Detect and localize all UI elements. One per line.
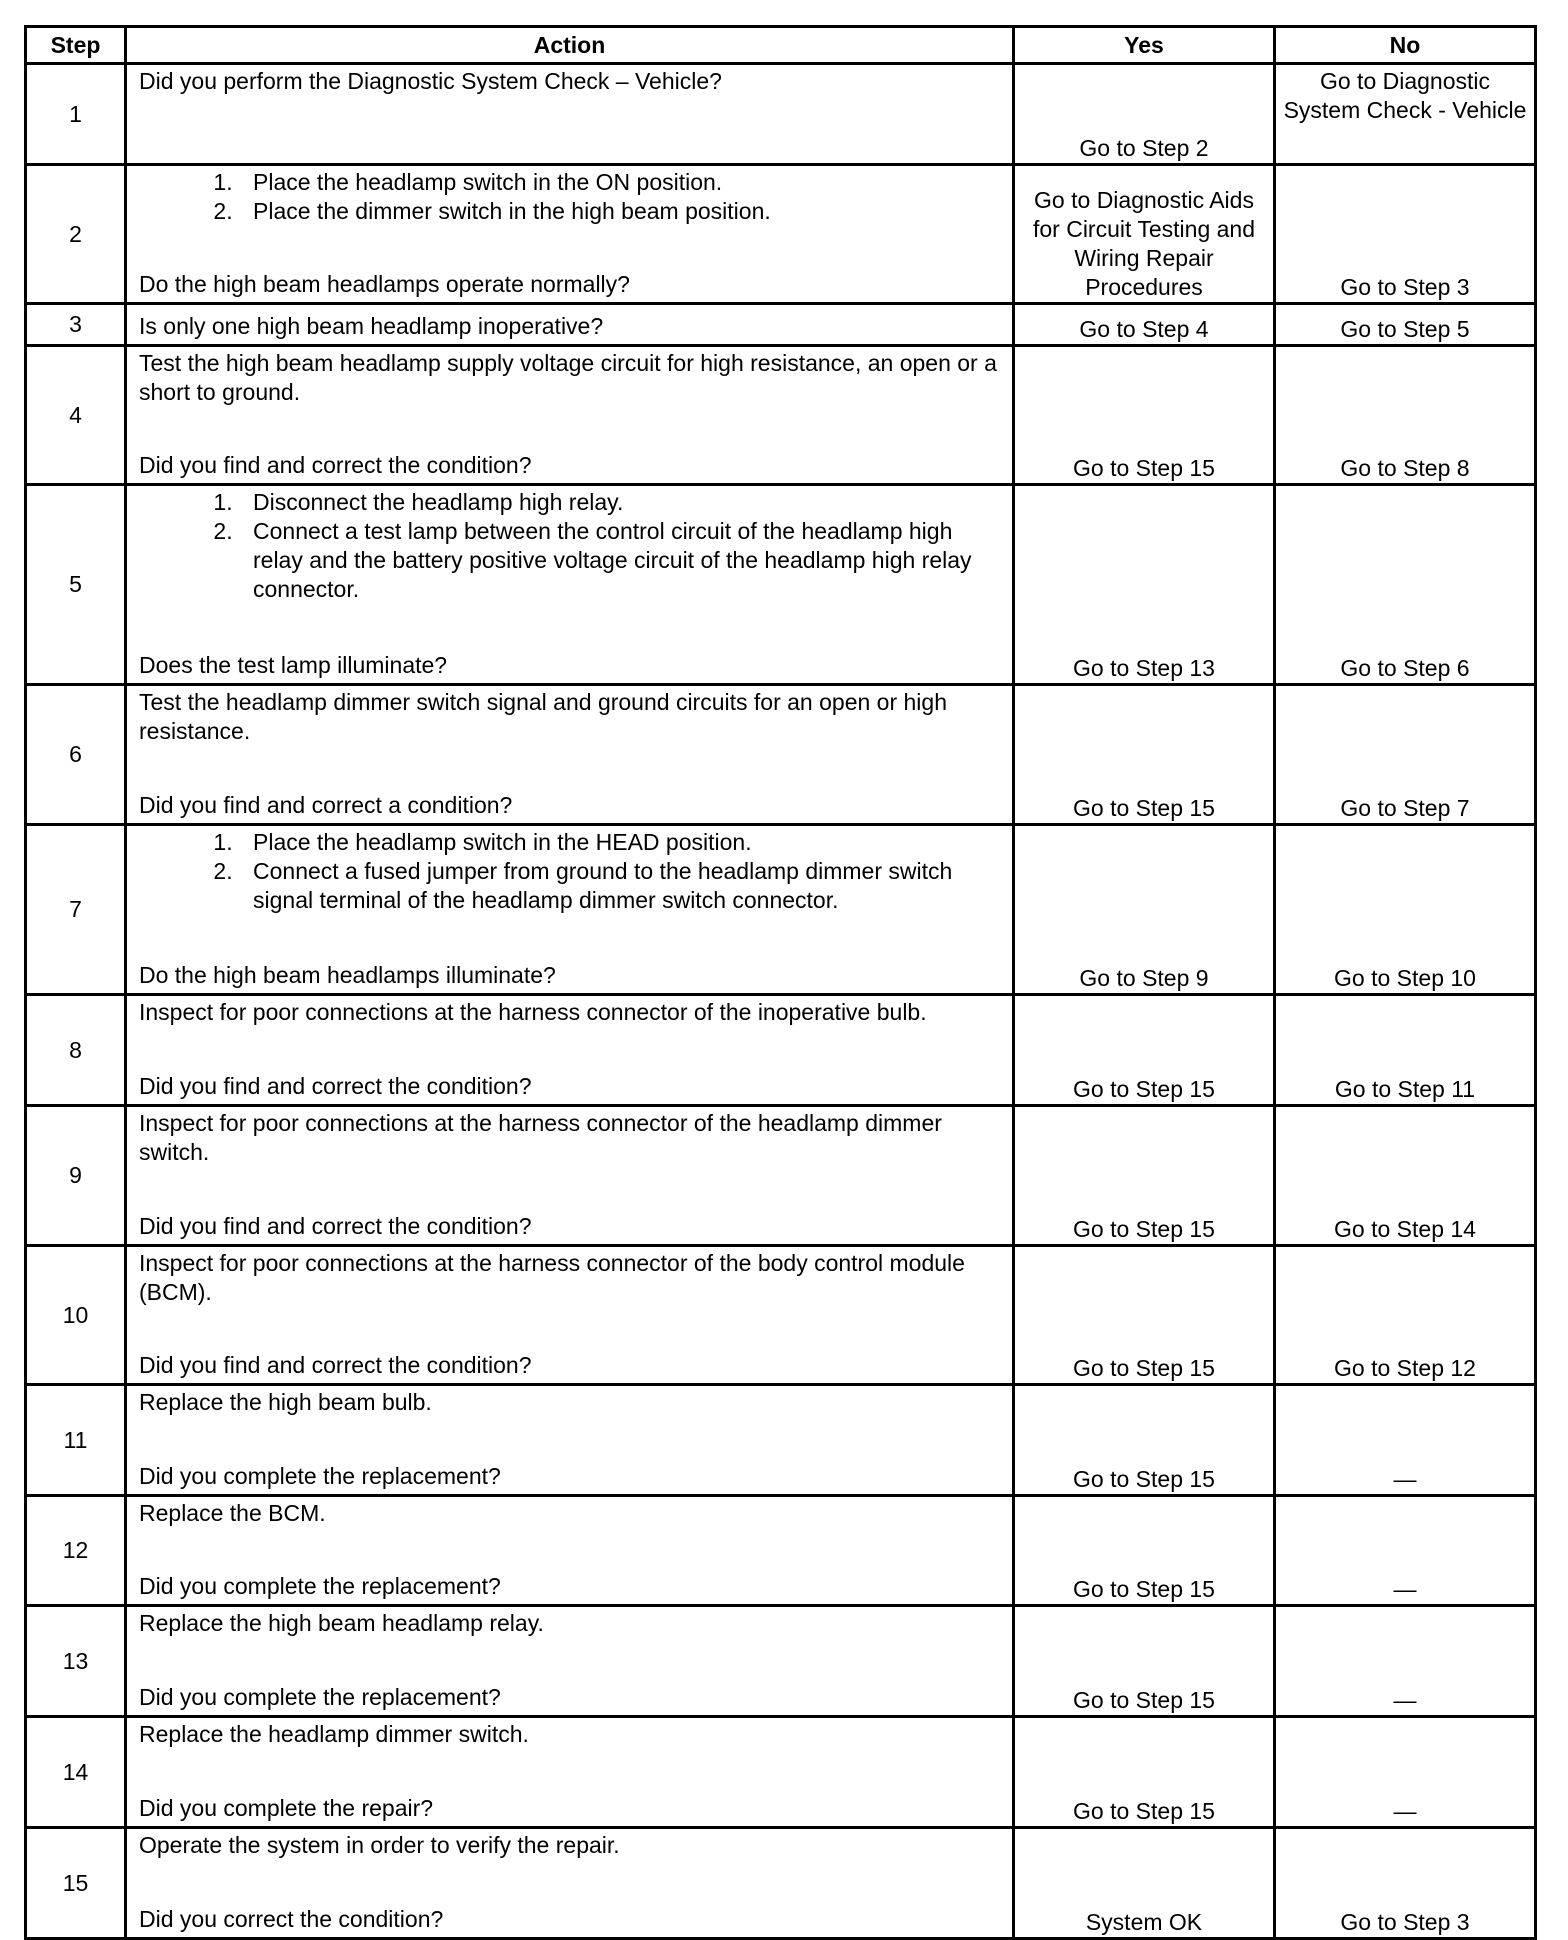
- action-question: Is only one high beam headlamp inoperative?: [139, 313, 604, 339]
- yes-outcome: Go to Step 2: [1014, 64, 1275, 165]
- action-question: Did you find and correct the condition?: [139, 1352, 532, 1378]
- action-instructions: [139, 488, 1000, 604]
- action-instructions: Replace the headlamp dimmer switch.: [139, 1721, 529, 1747]
- action-question: Did you complete the replacement?: [139, 1463, 501, 1489]
- action-content: [133, 686, 1006, 823]
- action-instructions: [139, 168, 1000, 226]
- step-number: 5: [26, 485, 126, 685]
- no-outcome: Go to Step 14: [1275, 1106, 1536, 1246]
- yes-outcome: Go to Step 15: [1014, 995, 1275, 1106]
- step-number: 7: [26, 825, 126, 995]
- action-cell: [126, 304, 1014, 346]
- yes-outcome: Go to Step 15: [1014, 685, 1275, 825]
- no-outcome: Go to Step 6: [1275, 485, 1536, 685]
- no-outcome: —: [1275, 1385, 1536, 1496]
- action-instructions: Replace the high beam bulb.: [139, 1389, 432, 1415]
- instruction-item: 1. Disconnect the headlamp high relay.: [239, 488, 1000, 517]
- table-row: [26, 485, 1536, 685]
- step-number: 8: [26, 995, 126, 1106]
- no-outcome: Go to Diagnostic System Check - Vehicle: [1275, 64, 1536, 165]
- step-number: 10: [26, 1246, 126, 1385]
- action-question: Does the test lamp illuminate?: [139, 652, 448, 678]
- action-content: [133, 1718, 1006, 1826]
- instruction-item: 1. Place the headlamp switch in the HEAD position.: [239, 828, 1000, 857]
- action-instructions: Replace the BCM.: [139, 1500, 326, 1526]
- yes-outcome: Go to Step 15: [1014, 1717, 1275, 1828]
- yes-outcome: Go to Step 13: [1014, 485, 1275, 685]
- table-row: [26, 1606, 1536, 1717]
- action-cell: [126, 165, 1014, 304]
- action-question: Did you find and correct a condition?: [139, 792, 513, 818]
- action-instructions: Inspect for poor connections at the harness connector of the body control module (BCM).: [139, 1250, 965, 1305]
- no-outcome: —: [1275, 1717, 1536, 1828]
- action-instructions: [139, 828, 1000, 915]
- action-cell: [126, 995, 1014, 1106]
- yes-outcome: Go to Step 15: [1014, 1106, 1275, 1246]
- yes-outcome: Go to Step 15: [1014, 1606, 1275, 1717]
- yes-outcome: Go to Step 15: [1014, 346, 1275, 485]
- action-content: [133, 65, 1006, 163]
- action-content: [133, 996, 1006, 1104]
- step-number: 14: [26, 1717, 126, 1828]
- yes-outcome: Go to Step 15: [1014, 1246, 1275, 1385]
- instruction-list: [139, 828, 1000, 915]
- step-number: 6: [26, 685, 126, 825]
- action-cell: [126, 64, 1014, 165]
- table-row: [26, 304, 1536, 346]
- action-question: Did you correct the condition?: [139, 1906, 444, 1932]
- instruction-item: 2. Place the dimmer switch in the high beam position.: [239, 197, 1000, 226]
- action-content: [133, 1247, 1006, 1383]
- action-instructions: Inspect for poor connections at the harness connector of the inoperative bulb.: [139, 999, 927, 1025]
- yes-outcome: Go to Step 15: [1014, 1385, 1275, 1496]
- action-cell: [126, 1828, 1014, 1939]
- action-instructions: Test the headlamp dimmer switch signal and ground circuits for an open or high resistance.: [139, 689, 947, 744]
- yes-outcome: Go to Step 4: [1014, 304, 1275, 346]
- no-outcome: Go to Step 12: [1275, 1246, 1536, 1385]
- action-cell: [126, 485, 1014, 685]
- action-instructions: Operate the system in order to verify the repair.: [139, 1832, 620, 1858]
- action-cell: [126, 1106, 1014, 1246]
- table-row: [26, 995, 1536, 1106]
- action-question: Do the high beam headlamps illuminate?: [139, 962, 556, 988]
- no-outcome: —: [1275, 1606, 1536, 1717]
- action-cell: [126, 346, 1014, 485]
- action-instructions: Replace the high beam headlamp relay.: [139, 1610, 544, 1636]
- action-question: Did you find and correct the condition?: [139, 1213, 532, 1239]
- table-row: [26, 1496, 1536, 1606]
- step-number: 12: [26, 1496, 126, 1606]
- table-row: [26, 1717, 1536, 1828]
- action-instructions: Inspect for poor connections at the harness connector of the headlamp dimmer switch.: [139, 1110, 942, 1165]
- header-no: No: [1275, 27, 1536, 64]
- yes-outcome: Go to Step 9: [1014, 825, 1275, 995]
- action-cell: [126, 825, 1014, 995]
- action-question: Did you perform the Diagnostic System Check – Vehicle?: [139, 68, 722, 94]
- no-outcome: Go to Step 7: [1275, 685, 1536, 825]
- step-number: 13: [26, 1606, 126, 1717]
- action-question: Did you complete the replacement?: [139, 1684, 501, 1710]
- yes-outcome: System OK: [1014, 1828, 1275, 1939]
- instruction-item: 2. Connect a test lamp between the control circuit of the headlamp high relay and the battery positive voltage circuit of the headlamp high relay connector.: [239, 517, 1000, 604]
- instruction-list: [139, 488, 1000, 604]
- header-row: [26, 27, 1536, 64]
- action-content: [133, 1829, 1006, 1937]
- action-content: [133, 166, 1006, 302]
- action-content: [133, 347, 1006, 483]
- step-number: 1: [26, 64, 126, 165]
- table-row: [26, 346, 1536, 485]
- header-yes: Yes: [1014, 27, 1275, 64]
- action-cell: [126, 1606, 1014, 1717]
- diagnostic-table: [24, 25, 1537, 1940]
- action-content: [133, 1386, 1006, 1494]
- table-row: [26, 64, 1536, 165]
- table-row: [26, 825, 1536, 995]
- action-cell: [126, 1246, 1014, 1385]
- action-instructions: Test the high beam headlamp supply voltage circuit for high resistance, an open or a short to ground.: [139, 350, 997, 405]
- step-number: 3: [26, 304, 126, 346]
- action-cell: [126, 1496, 1014, 1606]
- yes-outcome: Go to Step 15: [1014, 1496, 1275, 1606]
- step-number: 4: [26, 346, 126, 485]
- action-cell: [126, 1717, 1014, 1828]
- action-question: Do the high beam headlamps operate normally?: [139, 271, 630, 297]
- action-content: [133, 826, 1006, 993]
- no-outcome: Go to Step 11: [1275, 995, 1536, 1106]
- step-number: 2: [26, 165, 126, 304]
- action-question: Did you find and correct the condition?: [139, 452, 532, 478]
- no-outcome: Go to Step 3: [1275, 165, 1536, 304]
- action-content: [133, 1107, 1006, 1244]
- step-number: 11: [26, 1385, 126, 1496]
- table-row: [26, 685, 1536, 825]
- action-content: [133, 486, 1006, 683]
- action-question: Did you find and correct the condition?: [139, 1073, 532, 1099]
- action-content: [133, 305, 1006, 344]
- action-content: [133, 1607, 1006, 1715]
- instruction-list: [139, 168, 1000, 226]
- table-row: [26, 1106, 1536, 1246]
- action-cell: [126, 1385, 1014, 1496]
- table-row: [26, 1246, 1536, 1385]
- action-cell: [126, 685, 1014, 825]
- no-outcome: —: [1275, 1496, 1536, 1606]
- no-outcome: Go to Step 3: [1275, 1828, 1536, 1939]
- step-number: 15: [26, 1828, 126, 1939]
- no-outcome: Go to Step 10: [1275, 825, 1536, 995]
- table-row: [26, 165, 1536, 304]
- instruction-item: 2. Connect a fused jumper from ground to the headlamp dimmer switch signal terminal of the headlamp dimmer switch connector.: [239, 857, 1000, 915]
- header-step: Step: [26, 27, 126, 64]
- no-outcome: Go to Step 5: [1275, 304, 1536, 346]
- action-question: Did you complete the replacement?: [139, 1573, 501, 1599]
- step-number: 9: [26, 1106, 126, 1246]
- action-question: Did you complete the repair?: [139, 1795, 434, 1821]
- action-content: [133, 1497, 1006, 1604]
- table-row: [26, 1385, 1536, 1496]
- table-row: [26, 1828, 1536, 1939]
- no-outcome: Go to Step 8: [1275, 346, 1536, 485]
- header-action: Action: [126, 27, 1014, 64]
- instruction-item: 1. Place the headlamp switch in the ON position.: [239, 168, 1000, 197]
- yes-outcome: Go to Diagnostic Aids for Circuit Testing and Wiring Repair Procedures: [1014, 165, 1275, 304]
